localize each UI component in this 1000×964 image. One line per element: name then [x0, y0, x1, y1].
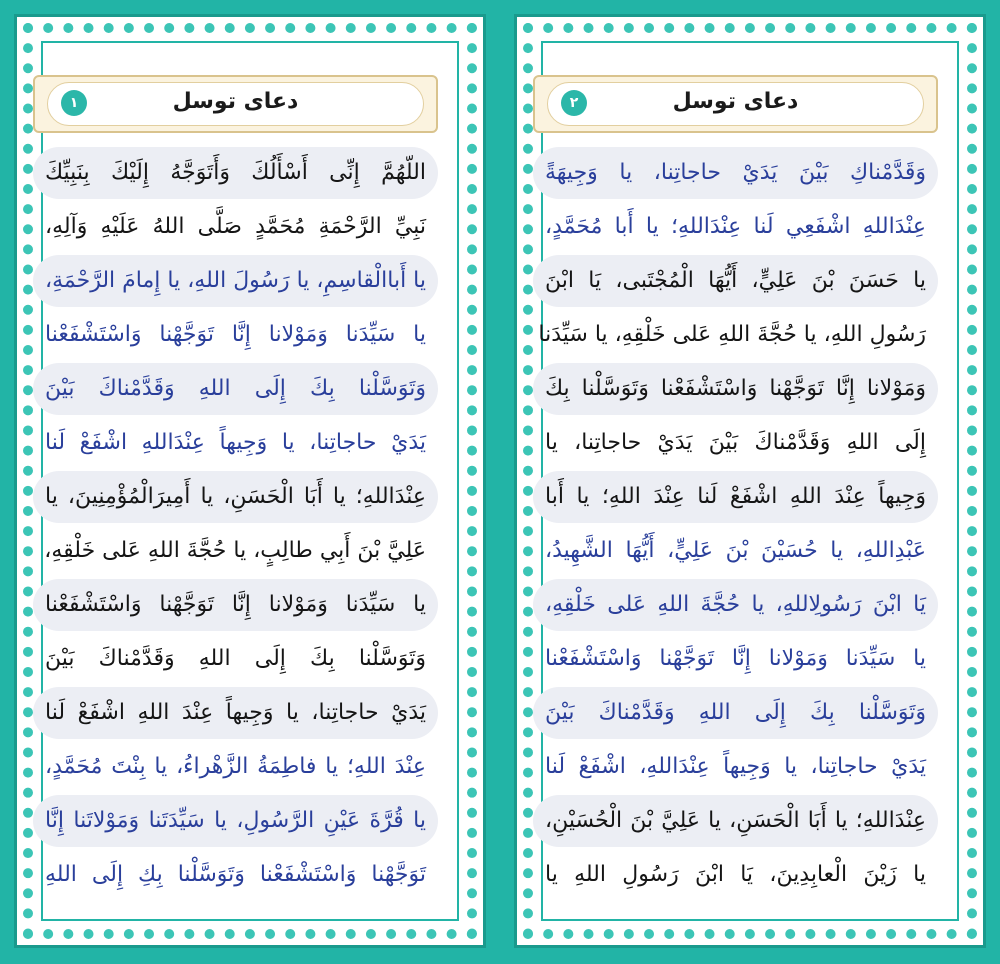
prayer-line: يا زَيْنَ الْعابِدِينَ، يَا ابْنَ رَسُولِ اللهِ يا	[545, 862, 926, 887]
prayer-line: يا سَيِّدَنا وَمَوْلانا إِنَّا تَوَجَّهْنا وَاسْتَشْفَعْنا	[45, 322, 426, 347]
prayer-line: عِنْدَاللهِ؛ يا أَبَا الْحَسَنِ، يا عَلِيَّ بْنَ الْحُسَيْنِ،	[533, 795, 938, 847]
prayer-line: رَسُولِ اللهِ، يا حُجَّةَ اللهِ عَلى خَلْقِهِ، يا سَيِّدَنا	[538, 322, 926, 347]
prayer-line: عِنْدَاللهِ اشْفَعِي لَنا عِنْدَاللهِ؛ يا أَبا مُحَمَّدٍ،	[545, 214, 926, 239]
prayer-line: وَجِيهاً عِنْدَ اللهِ اشْفَعْ لَنا عِنْدَ اللهِ؛ يا أَبا	[533, 471, 938, 523]
prayer-line: وَتَوَسَّلْنا بِكَ إِلَى اللهِ وَقَدَّمْناكَ بَيْنَ	[33, 363, 438, 415]
prayer-line: يَدَيْ حاجاتِنا، يا وَجِيهاً عِنْدَاللهِ، اشْفَعْ لَنا	[545, 754, 926, 779]
prayer-line: وَمَوْلانا إِنَّا تَوَجَّهْنا وَاسْتَشْفَعْنا وَتَوَسَّلْنا بِكَ	[533, 363, 938, 415]
prayer-line: وَتَوَسَّلْنا بِكَ إِلَى اللهِ وَقَدَّمْناكَ بَيْنَ	[45, 646, 426, 671]
prayer-text	[33, 147, 438, 903]
prayer-line: وَقَدَّمْناكِ بَيْنَ يَدَيْ حاجاتِنا، يا وَجِيهَةً	[533, 147, 938, 199]
prayer-line: وَتَوَسَّلْنا بِكَ إِلَى اللهِ وَقَدَّمْناكَ بَيْنَ	[533, 687, 938, 739]
page-title: دعای توسل	[172, 89, 299, 114]
prayer-line: نَبِيِّ الرَّحْمَةِ مُحَمَّدٍ صَلَّى اللهُ عَلَيْهِ وَآلِهِ،	[45, 214, 426, 239]
prayer-line: يَا ابْنَ رَسُولِاللهِ، يا حُجَّةَ اللهِ عَلى خَلْقِهِ،	[533, 579, 938, 631]
prayer-line: تَوَجَّهْنا وَاسْتَشْفَعْنا وَتَوَسَّلْنا بِكِ إِلَى اللهِ	[45, 862, 426, 887]
page-2	[514, 14, 986, 948]
page-number-badge: ۱	[61, 90, 87, 116]
page-title: دعای توسل	[672, 89, 799, 114]
prayer-line: يا سَيِّدَنا وَمَوْلانا إِنَّا تَوَجَّهْنا وَاسْتَشْفَعْنا	[545, 646, 926, 671]
prayer-line: اللّهُمَّ إِنِّی أَسْأَلُكَ وَأَتَوَجَّهُ إِلَيْكَ بِنَبِيِّكَ	[33, 147, 438, 199]
prayer-line: عَبْدِاللهِ، يا حُسَيْنَ بْنَ عَلِيٍّ، أَيُّهَا الشَّهِيدُ،	[545, 538, 926, 563]
page-header	[533, 75, 938, 133]
prayer-line: يا سَيِّدَنا وَمَوْلانا إِنَّا تَوَجَّهْنا وَاسْتَشْفَعْنا	[33, 579, 438, 631]
page-1	[14, 14, 486, 948]
prayer-line: عِنْدَ اللهِ؛ يا فاطِمَةُ الزَّهْراءُ، يا بِنْتَ مُحَمَّدٍ،	[45, 754, 426, 779]
prayer-line: عَلِيَّ بْنَ أَبِي طالِبٍ، يا حُجَّةَ اللهِ عَلى خَلْقِهِ،	[44, 538, 426, 563]
prayer-line: يا قُرَّةَ عَيْنِ الرَّسُولِ، يا سَيِّدَتَنا وَمَوْلاتَنا إِنَّا	[33, 795, 438, 847]
prayer-line: يَدَيْ حاجاتِنا، يا وَجِيهاً عِنْدَ اللهِ اشْفَعْ لَنا	[33, 687, 438, 739]
prayer-text	[533, 147, 938, 903]
page-header	[33, 75, 438, 133]
prayer-line: يا حَسَنَ بْنَ عَلِيٍّ، أَيُّهَا الْمُجْتَبى، يَا ابْنَ	[533, 255, 938, 307]
prayer-line: يا أَباالْقاسِمِ، يا رَسُولَ اللهِ، يا إِمامَ الرَّحْمَةِ،	[33, 255, 438, 307]
prayer-line: يَدَيْ حاجاتِنا، يا وَجِيهاً عِنْدَاللهِ اشْفَعْ لَنا	[45, 430, 426, 455]
prayer-line: عِنْدَاللهِ؛ يا أَبَا الْحَسَنِ، يا أَمِيرَالْمُؤْمِنِينَ، يا	[33, 471, 438, 523]
prayer-line: إِلَى اللهِ وَقَدَّمْناكَ بَيْنَ يَدَيْ حاجاتِنا، يا	[545, 430, 926, 455]
page-number-badge: ۲	[561, 90, 587, 116]
